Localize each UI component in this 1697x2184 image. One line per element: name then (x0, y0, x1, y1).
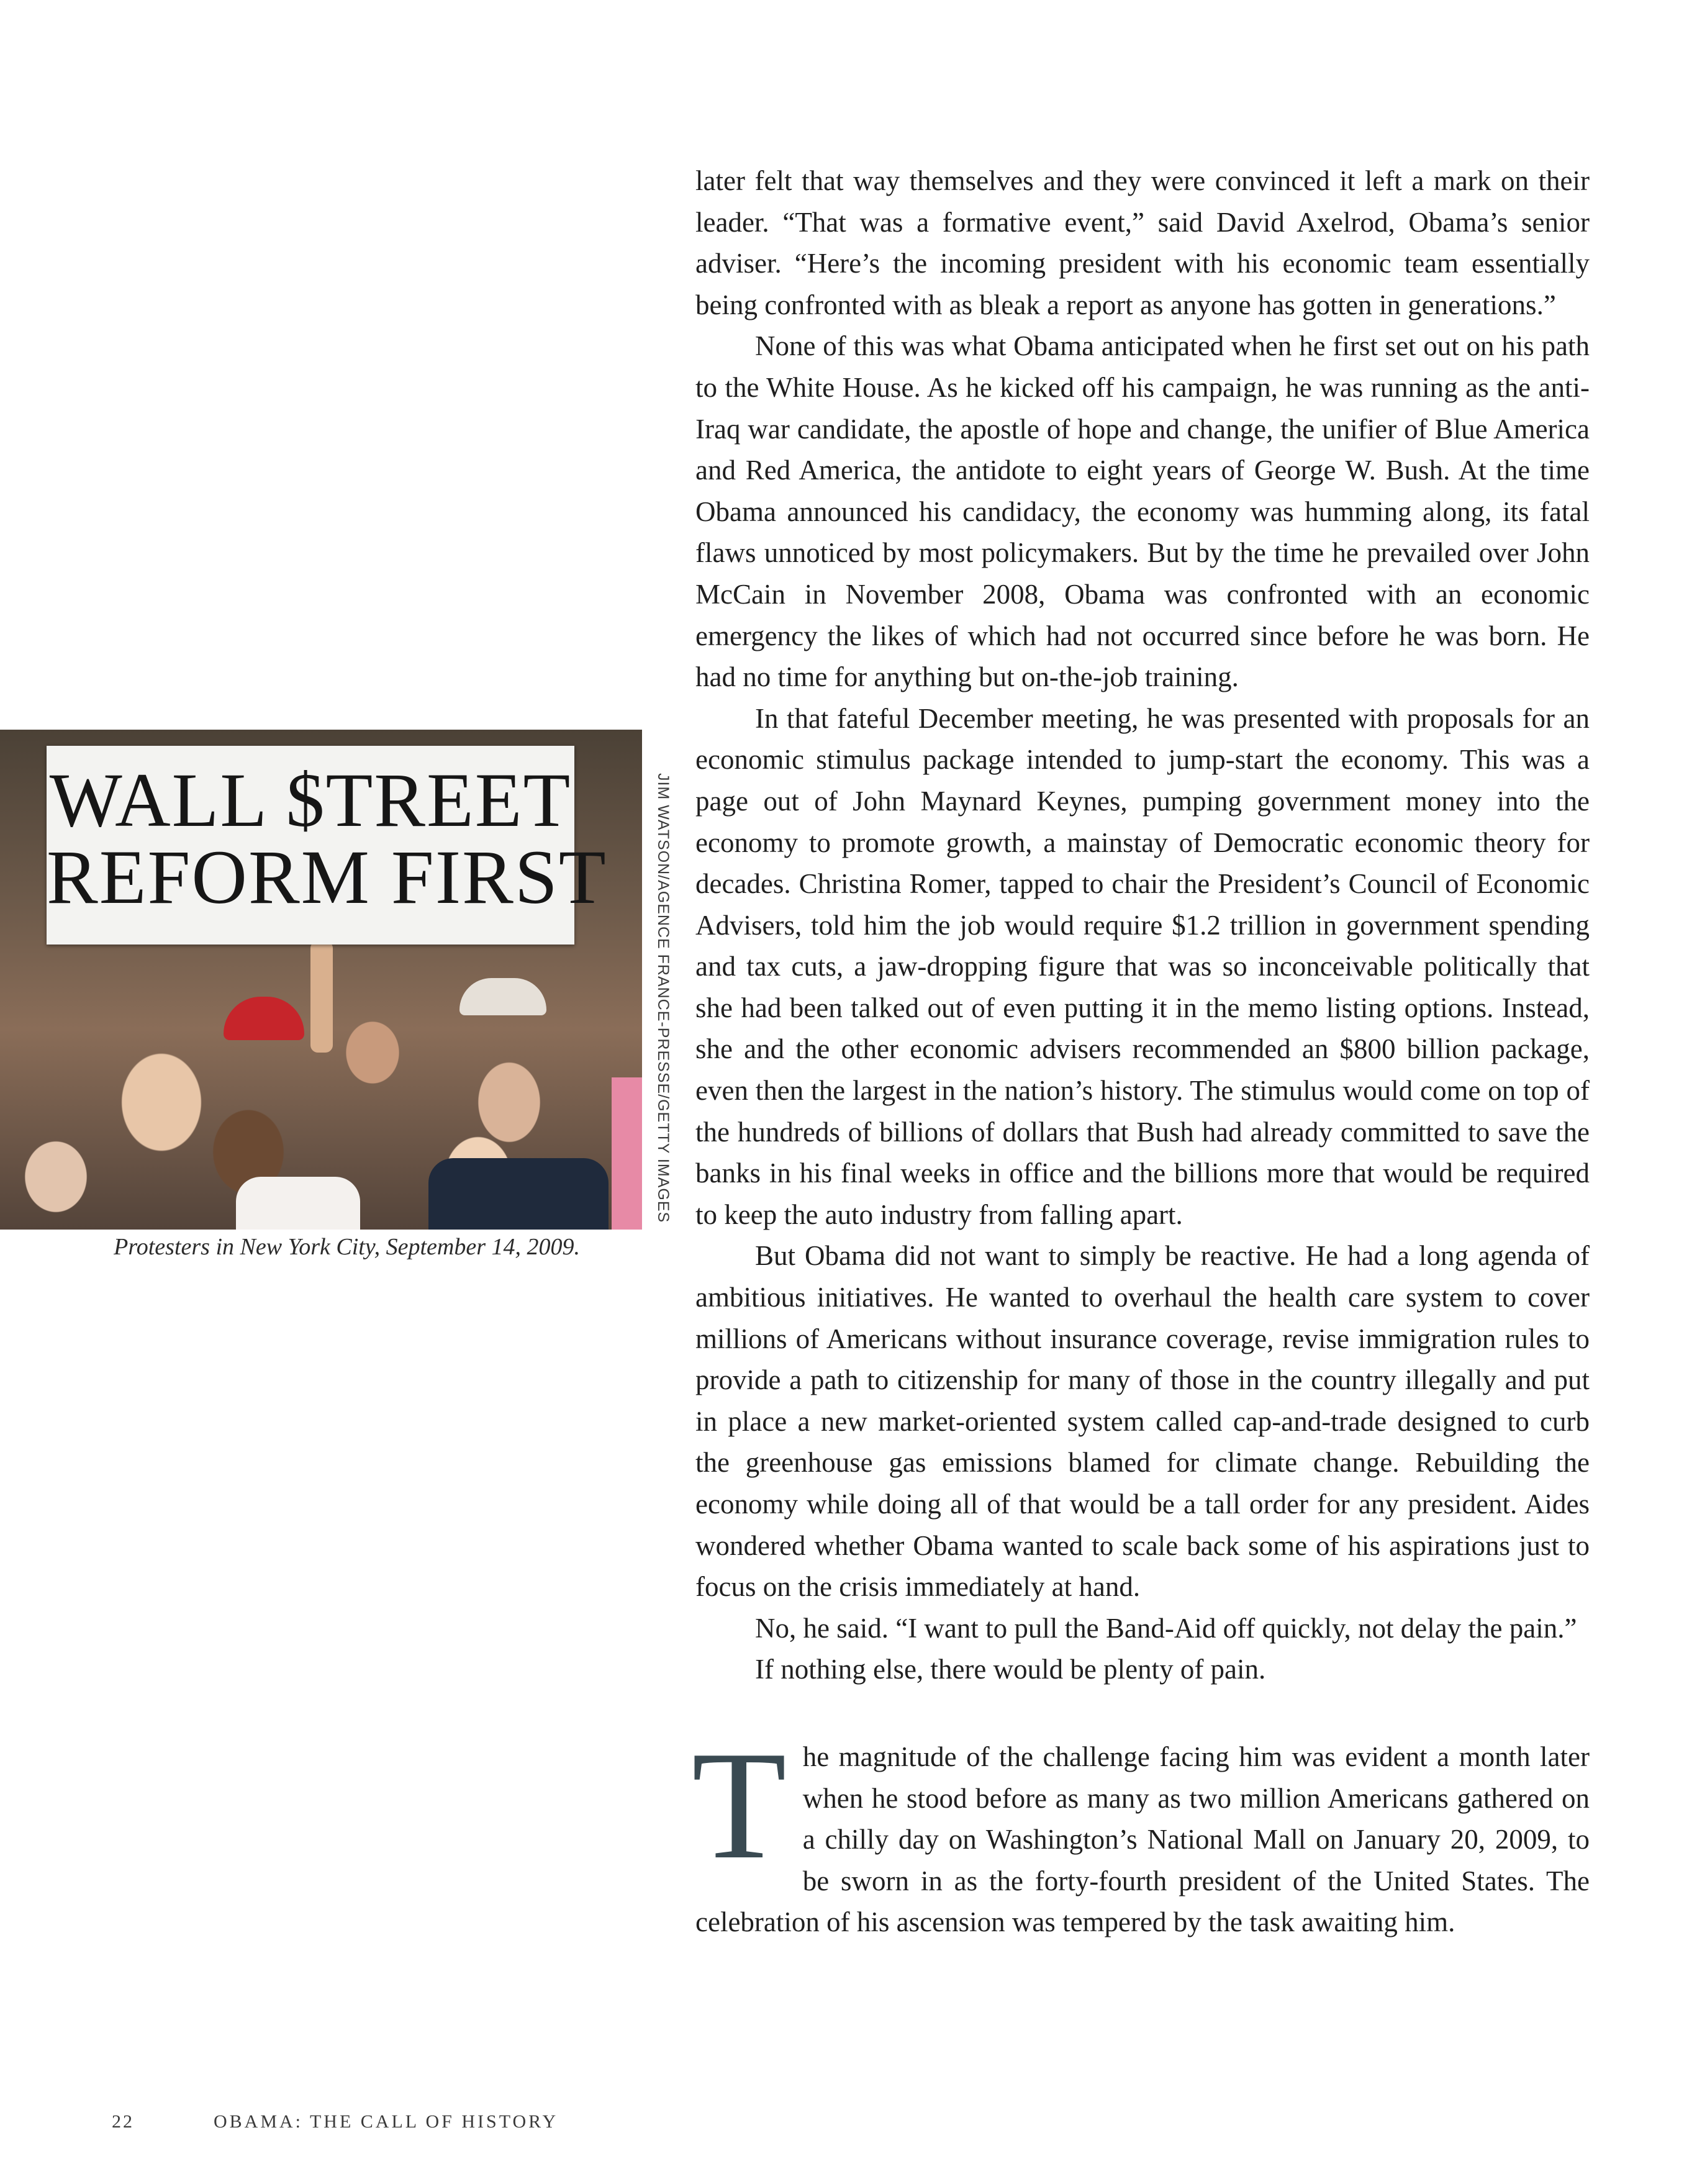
white-cap-shape (459, 978, 546, 1015)
paragraph: If nothing else, there would be plenty of pain. (755, 1654, 1266, 1685)
paragraph: later felt that way themselves and they were convinced it left a mark on their leader. “That was a formative event,” said David Axelrod, Obama’s senior adviser. “Here’s the incoming president with his economic team essentially being confronted with as bleak a report as anyone has gotten in generations.” (695, 165, 1590, 320)
crowd-shirt-shape (428, 1158, 609, 1230)
running-title: OBAMA: THE CALL OF HISTORY (214, 2111, 559, 2132)
page-number: 22 (112, 2111, 134, 2132)
photo-caption: Protesters in New York City, September 14, 2009. (114, 1234, 580, 1260)
section-text: he magnitude of the challenge facing him was evident a month later when he stood before as many as two million Americans gathered on a chilly day on Washington’s National Mall on January 20, 2009, to be sworn in as the forty-fourth president of the United States. The celebration of his ascension was tempered by the task awaiting him. (695, 1741, 1590, 1938)
paragraph: No, he said. “I want to pull the Band-Aid off quickly, not delay the pain.” (755, 1612, 1577, 1644)
paragraph: In that fateful December meeting, he was presented with proposals for an economic stimulus package intended to jump-start the economy. This was a page out of John Maynard Keynes, pumping government money into the economy to promote growth, a mainstay of Democratic economic theory for decades. Christina Romer, tapped to chair the President’s Council of Economic Advisers, told him the job would require $1.2 trillion in government spending and tax cuts, a jaw-dropping figure that was so inconceivable politically that she had been talked out of even putting it in the memo listing options. Instead, she and the other economic advisers recommended an $800 billion package, even then the largest in the nation’s history. The stimulus would come on top of the hundreds of billions of dollars that Bush had already committed to save the banks in his final weeks in office and the billions more that would be required to keep the auto industry from falling apart. (695, 702, 1590, 1230)
paragraph: None of this was what Obama anticipated when he first set out on his path to the White House. As he kicked off his campaign, he was running as the anti-Iraq war candidate, the apostle of hope and change, the unifier of Blue America and Red America, the antidote to eight years of George W. Bush. At the time Obama announced his candidacy, the economy was humming along, its fatal flaws unnoticed by most policymakers. But by the time he prevailed over John McCain in November 2008, Obama was confronted with an economic emergency the likes of which had not occurred since before he was born. He had no time for anything but on-the-job training. (695, 330, 1590, 693)
crowd-shirt-shape (236, 1177, 360, 1230)
drop-cap: T (692, 1719, 787, 1892)
protest-photo (0, 730, 642, 1230)
sign-line-1: WALL $TREET (49, 758, 572, 843)
photo-credit: JIM WATSON/AGENCE FRANCE-PRESSE/GETTY IMAGES (654, 773, 672, 1223)
body-text-column (692, 160, 1590, 1943)
sign-line-2: REFORM FIRST (47, 835, 607, 920)
red-cap-shape (224, 997, 304, 1040)
section-opening-paragraph (692, 1719, 1590, 1943)
pink-sign-edge (612, 1077, 642, 1230)
protest-sign (47, 746, 607, 945)
paragraph: But Obama did not want to simply be reactive. He had a long agenda of ambitious initiatives. He wanted to overhaul the health care system to cover millions of Americans without insurance coverage, revise immigration rules to provide a path to citizenship for many of those in the country illegally and put in place a new market-oriented system called cap-and-trade designed to curb the greenhouse gas emissions blamed for climate change. Rebuilding the economy while doing all of that would be a tall order for any president. Aides wondered whether Obama wanted to scale back some of his aspirations just to focus on the crisis immediately at hand. (695, 1240, 1590, 1603)
sign-arm (310, 941, 333, 1053)
